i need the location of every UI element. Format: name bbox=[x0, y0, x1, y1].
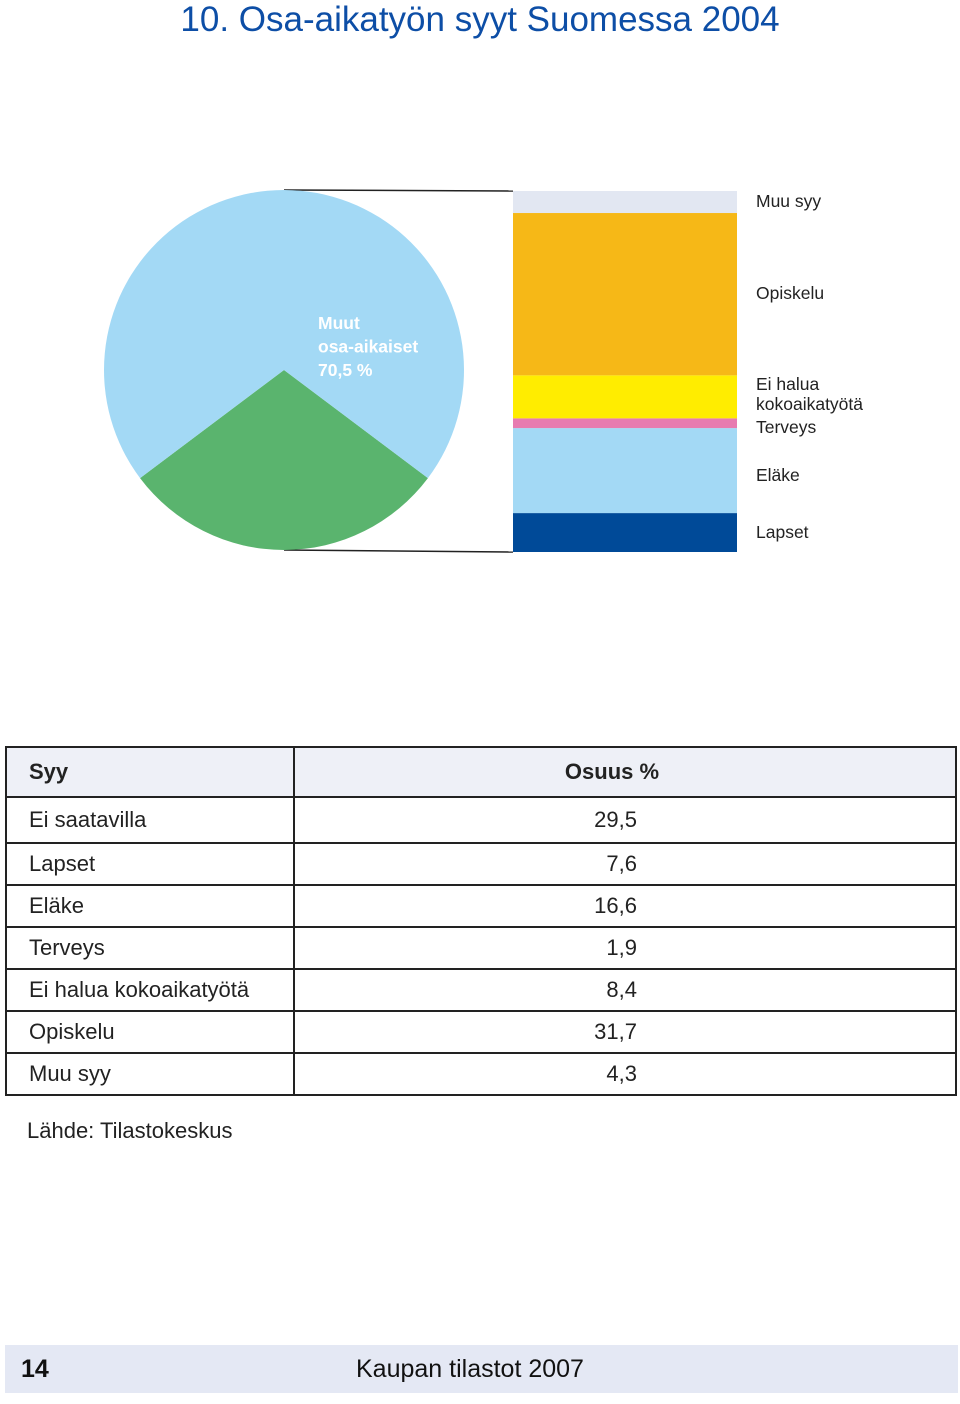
bar-segment-label: Ei halua kokoaikatyötä bbox=[756, 374, 864, 414]
table-row bbox=[6, 843, 956, 885]
connector-line-bottom bbox=[284, 550, 513, 552]
data-table bbox=[5, 746, 957, 1096]
row-reason: Ei saatavilla bbox=[6, 797, 294, 843]
pie-and-stacked-bar-chart bbox=[0, 0, 960, 600]
bar-segment-label: Lapset bbox=[756, 522, 809, 542]
table-row bbox=[6, 927, 956, 969]
publication-title: Kaupan tilastot 2007 bbox=[356, 1355, 584, 1383]
pie-slice-label: Muut osa-aikaiset 70,5 % bbox=[318, 313, 419, 380]
row-share: 4,3 bbox=[606, 1061, 637, 1086]
bar-segment bbox=[513, 513, 737, 552]
row-share-cell bbox=[294, 1053, 956, 1095]
row-share-cell bbox=[294, 1011, 956, 1053]
row-reason: Opiskelu bbox=[6, 1011, 294, 1053]
page-footer bbox=[5, 1345, 958, 1393]
row-reason: Ei halua kokoaikatyötä bbox=[6, 969, 294, 1011]
bar-segment bbox=[513, 428, 737, 513]
bar-segment-label: Muu syy bbox=[756, 191, 822, 211]
row-share-cell bbox=[294, 797, 956, 843]
row-share: 31,7 bbox=[594, 1019, 637, 1044]
bar-segment bbox=[513, 418, 737, 428]
row-share: 16,6 bbox=[594, 893, 637, 918]
header-share: Osuus % bbox=[294, 747, 956, 797]
bar-segment bbox=[513, 375, 737, 418]
bar-segment bbox=[513, 213, 737, 375]
row-reason: Muu syy bbox=[6, 1053, 294, 1095]
row-share: 7,6 bbox=[606, 851, 637, 876]
table-row bbox=[6, 885, 956, 927]
row-share: 1,9 bbox=[606, 935, 637, 960]
chart-title: 10. Osa-aikatyön syyt Suomessa 2004 bbox=[180, 0, 780, 39]
row-share: 29,5 bbox=[594, 807, 637, 832]
row-share-cell bbox=[294, 927, 956, 969]
table-row bbox=[6, 797, 956, 843]
source-note: Lähde: Tilastokeskus bbox=[27, 1118, 233, 1143]
row-share-cell bbox=[294, 969, 956, 1011]
page-number: 14 bbox=[21, 1355, 49, 1383]
table-row bbox=[6, 1053, 956, 1095]
bar-segment-label: Eläke bbox=[756, 465, 800, 485]
row-reason: Lapset bbox=[6, 843, 294, 885]
row-share: 8,4 bbox=[606, 977, 637, 1002]
bar-segment-label: Terveys bbox=[756, 417, 817, 437]
table-row bbox=[6, 1011, 956, 1053]
bar-segment-label: Opiskelu bbox=[756, 283, 825, 303]
table-header-row bbox=[6, 747, 956, 797]
row-share-cell bbox=[294, 885, 956, 927]
header-reason: Syy bbox=[6, 747, 294, 797]
table-row bbox=[6, 969, 956, 1011]
row-reason: Eläke bbox=[6, 885, 294, 927]
row-reason: Terveys bbox=[6, 927, 294, 969]
row-share-cell bbox=[294, 843, 956, 885]
bar-segment bbox=[513, 191, 737, 213]
connector-line-top bbox=[284, 190, 513, 191]
